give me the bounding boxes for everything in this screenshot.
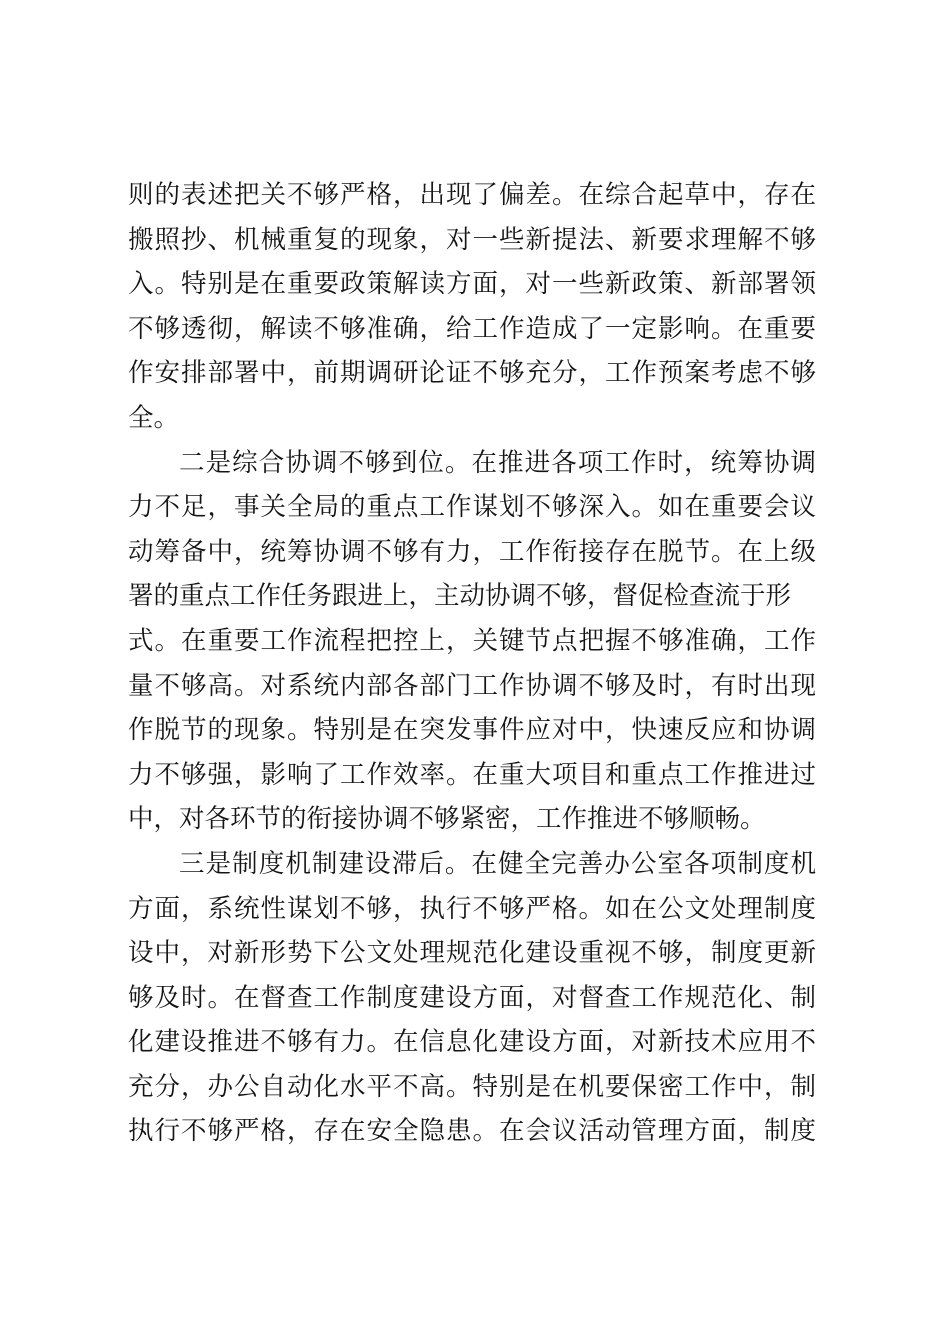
text-line: 够及时。在督查工作制度建设方面，对督查工作规范化、制 (128, 982, 816, 1013)
paragraph-heading-line: 二是综合协调不够到位。在推进各项工作时，统筹协调 (179, 447, 816, 478)
text-line: 方面，系统性谋划不够，执行不够严格。如在公文处理制度 (128, 893, 816, 924)
text-line: 执行不够严格，存在安全隐患。在会议活动管理方面，制度 (128, 1116, 816, 1147)
paragraph-heading-line: 三是制度机制建设滞后。在健全完善办公室各项制度机 (179, 848, 816, 879)
text-line: 入。特别是在重要政策解读方面，对一些新政策、新部署领 (128, 269, 816, 300)
text-line: 不够透彻，解读不够准确，给工作造成了一定影响。在重要 (128, 313, 816, 344)
text-line: 中，对各环节的衔接协调不够紧密，工作推进不够顺畅。 (128, 804, 766, 835)
document-body (128, 173, 816, 1154)
text-line: 设中，对新形势下公文处理规范化建设重视不够，制度更新 (128, 938, 816, 969)
text-line: 充分，办公自动化水平不高。特别是在机要保密工作中，制 (128, 1071, 816, 1102)
text-line: 式。在重要工作流程把控上，关键节点把握不够准确，工作 (128, 625, 816, 656)
text-line: 量不够高。对系统内部各部门工作协调不够及时，有时出现 (128, 670, 816, 701)
text-line: 作安排部署中，前期调研论证不够充分，工作预案考虑不够 (128, 358, 816, 389)
text-line: 署的重点工作任务跟进上，主动协调不够，督促检查流于形 (128, 581, 792, 612)
paragraph-continuation (128, 173, 816, 441)
text-line: 搬照抄、机械重复的现象，对一些新提法、新要求理解不够 (128, 224, 816, 255)
text-line: 动筹备中，统筹协调不够有力，工作衔接存在脱节。在上级 (128, 536, 816, 567)
paragraph-institutions (128, 842, 816, 1154)
text-line: 作脱节的现象。特别是在突发事件应对中，快速反应和协调 (128, 715, 816, 746)
text-line: 力不够强，影响了工作效率。在重大项目和重点工作推进过 (128, 759, 816, 790)
text-line: 化建设推进不够有力。在信息化建设方面，对新技术应用不 (128, 1027, 816, 1058)
text-line: 力不足，事关全局的重点工作谋划不够深入。如在重要会议 (128, 492, 816, 523)
text-line: 则的表述把关不够严格，出现了偏差。在综合起草中，存在 (128, 180, 816, 210)
text-line: 全。 (128, 402, 180, 433)
paragraph-coordination (128, 441, 816, 842)
